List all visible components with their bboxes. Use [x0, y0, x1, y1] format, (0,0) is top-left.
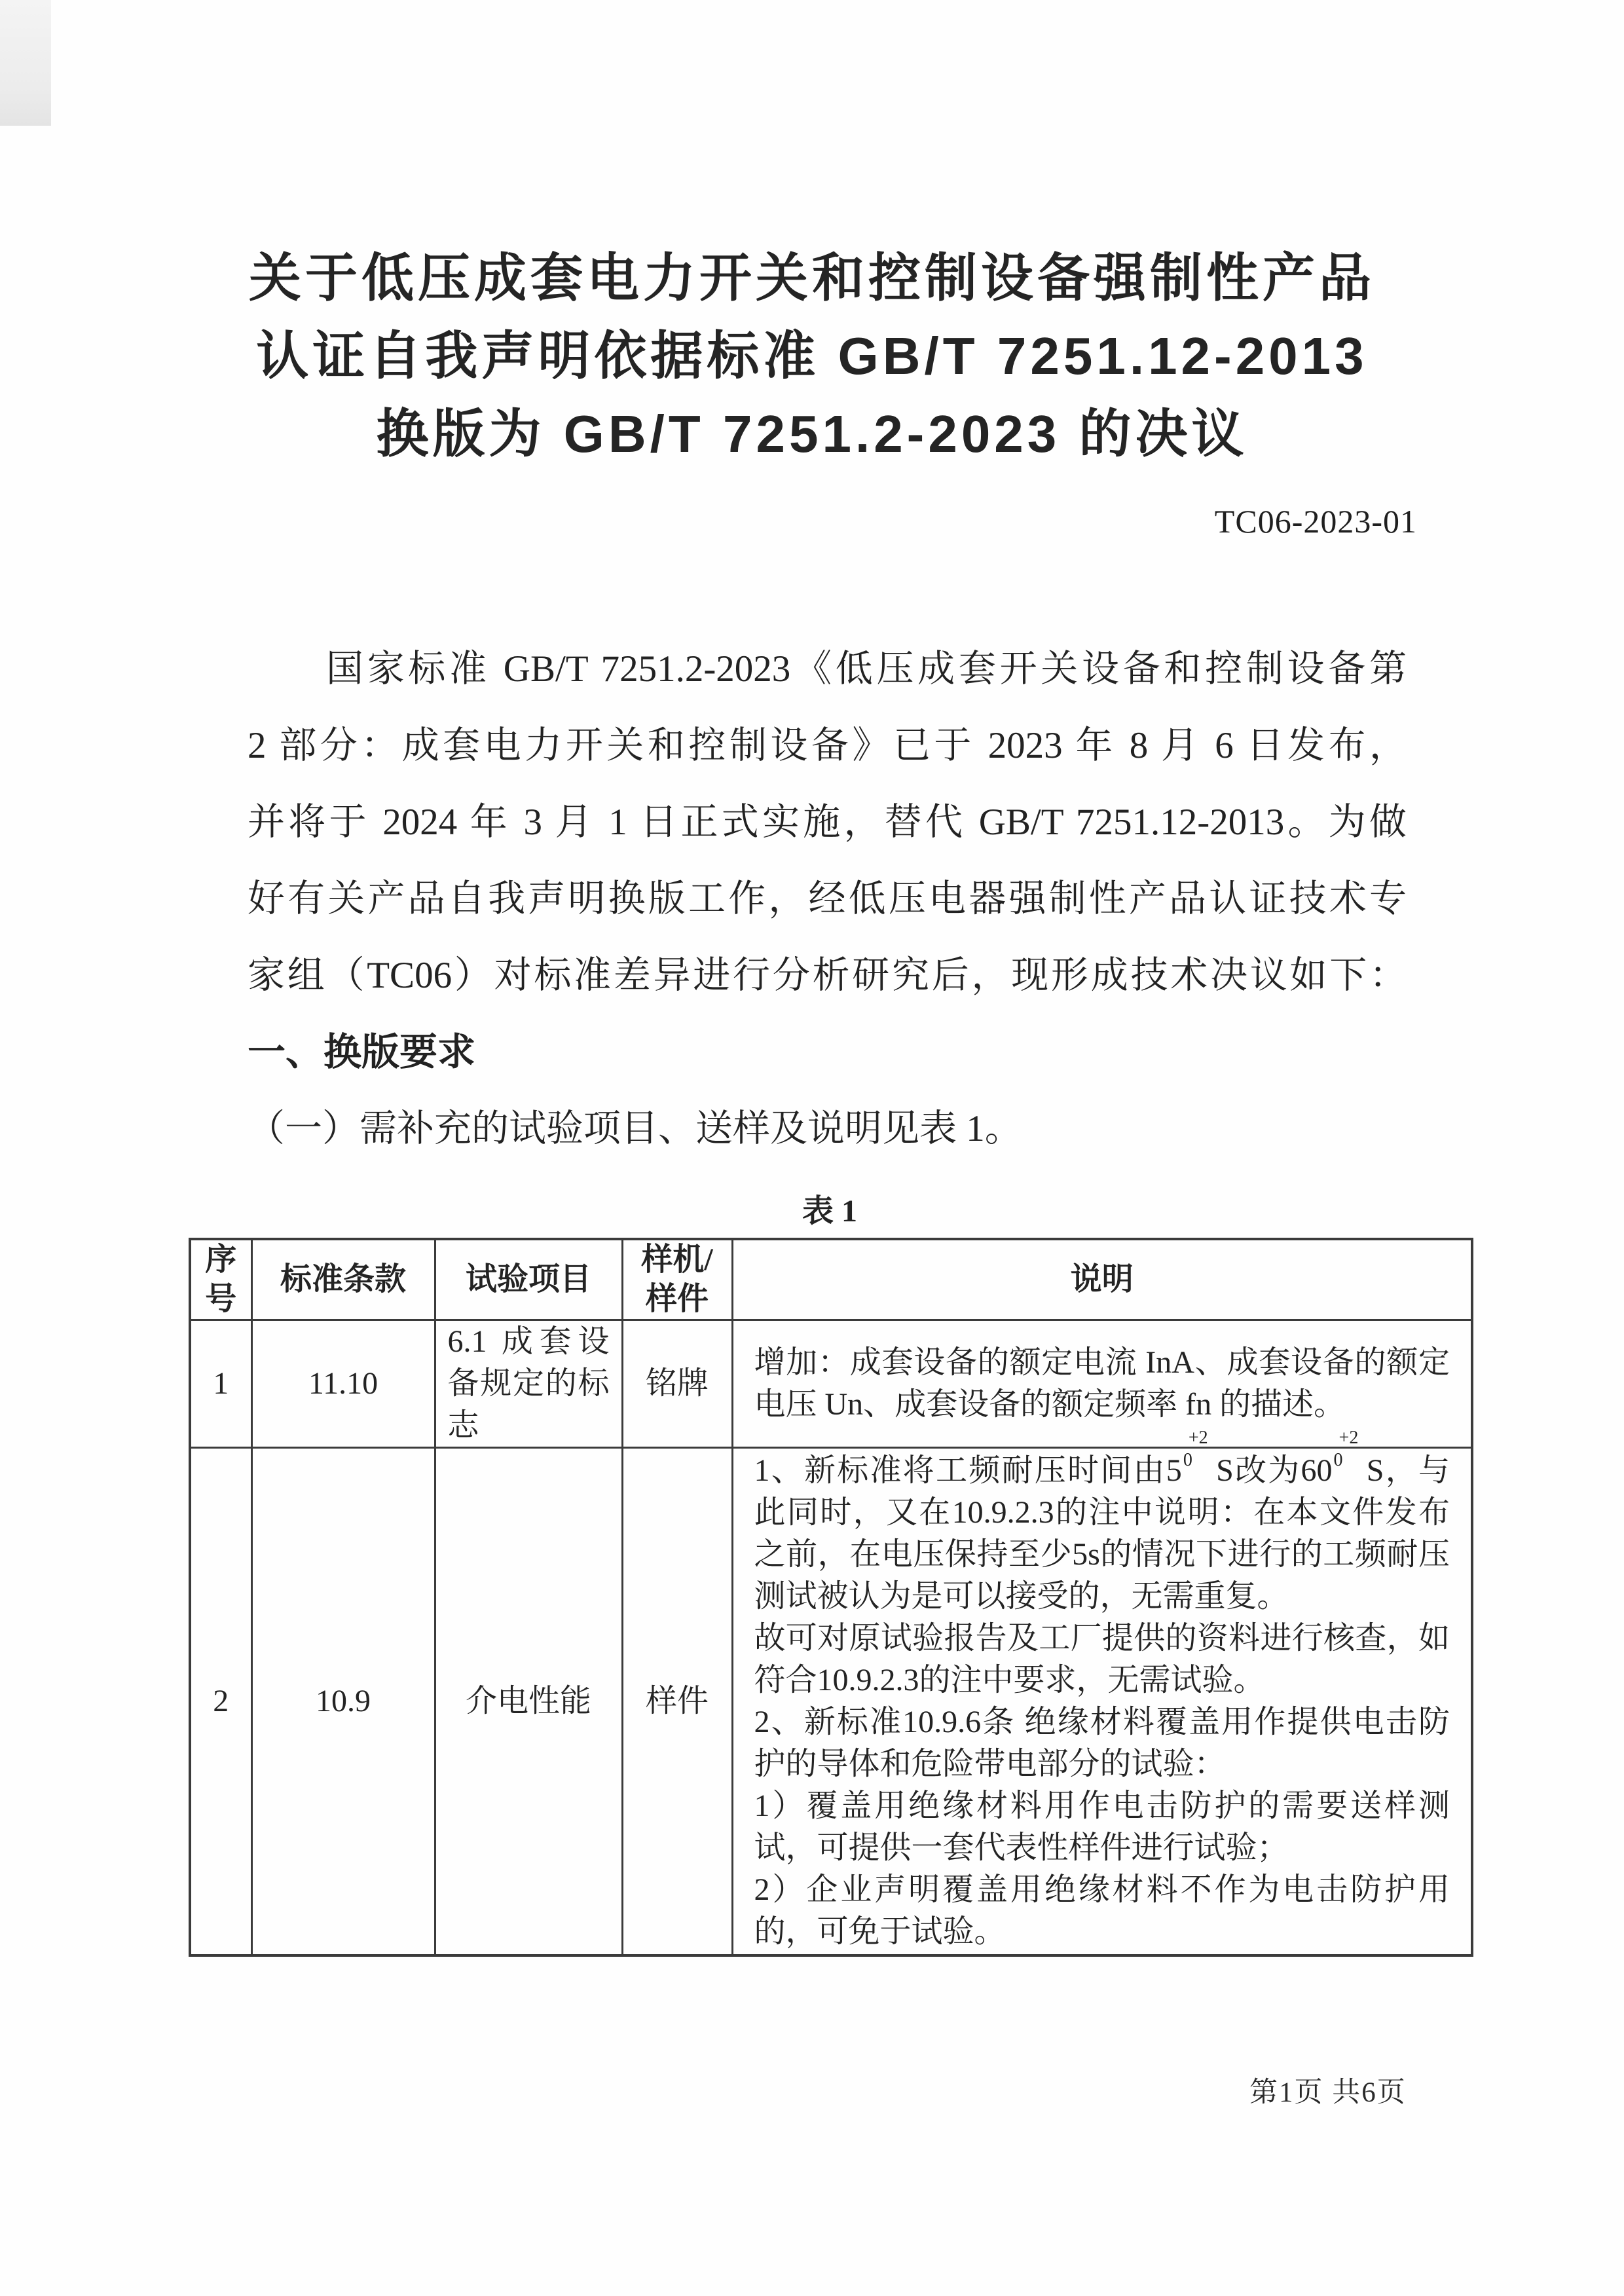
table-row [190, 1448, 1472, 1956]
cell-no: 1 [190, 1320, 251, 1448]
document-number: TC06-2023-01 [1214, 503, 1417, 540]
cell-item: 6.1 成套设备规定的标志 [435, 1320, 622, 1448]
desc-paragraph-5: 2）企业声明覆盖用绝缘材料不作为电击防护用的，可免于试验。 [754, 1872, 1450, 1949]
desc-text: S，与此同时，又在10.9.2.3的注中说明：在本文件发布之前，在电压保持至少5s的情况下进行的工频耐压测试被认为是可以接受的，无需重复。 [754, 1453, 1450, 1614]
tolerance-lower: 0 [1333, 1450, 1343, 1470]
title-line-1: 关于低压成套电力开关和控制设备强制性产品 [249, 249, 1375, 307]
col-header-sample: 样机/样件 [622, 1239, 732, 1320]
cell-desc: 增加：成套设备的额定电流 InA、成套设备的额定电压 Un、成套设备的额定频率 fn 的描述。 [732, 1320, 1472, 1448]
desc-paragraph-2: 故可对原试验报告及工厂提供的资料进行核查，如符合10.9.2.3的注中要求，无需试验。 [754, 1621, 1450, 1697]
page-footer: 第1页 共6页 [1249, 2077, 1407, 2108]
desc-paragraph-4: 1）覆盖用绝缘材料用作电击防护的需要送样测试，可提供一套代表性样件进行试验； [754, 1788, 1450, 1865]
col-header-desc: 说明 [732, 1239, 1472, 1320]
table-row [190, 1320, 1472, 1448]
paragraph-line: 并将于 2024 年 3 月 1 日正式实施，替代 GB/T 7251.12-2013。为做 [248, 802, 1407, 843]
col-header-no: 序号 [190, 1239, 251, 1320]
tolerance-mark [1182, 1428, 1208, 1481]
scan-artifact [0, 0, 51, 126]
cell-item: 介电性能 [435, 1448, 622, 1956]
desc-paragraph-1 [754, 1428, 1450, 1618]
document-title [79, 239, 1545, 473]
cell-no: 2 [190, 1448, 251, 1956]
title-line-2: 认证自我声明依据标准 GB/T 7251.12-2013 [256, 327, 1368, 385]
section-intro: （一）需补充的试验项目、送样及说明见表 1。 [248, 1108, 1022, 1149]
cell-desc [732, 1428, 1472, 1956]
paragraph-line: 家组（TC06）对标准差异进行分析研究后，现形成技术决议如下： [248, 955, 1407, 996]
cell-sample: 样件 [622, 1448, 732, 1956]
body-text [248, 631, 1407, 1167]
tolerance-upper: +2 [1338, 1428, 1359, 1448]
desc-text: S改为60 [1206, 1453, 1333, 1488]
requirements-table [189, 1238, 1473, 1957]
desc-paragraph-3: 2、新标准10.9.6条 绝缘材料覆盖用作提供电击防护的导体和危险带电部分的试验： [754, 1705, 1450, 1781]
paragraph-line: 2 部分：成套电力开关和控制设备》已于 2023 年 8 月 6 日发布， [248, 725, 1407, 766]
paragraph-line: 好有关产品自我声明换版工作，经低压电器强制性产品认证技术专 [248, 878, 1407, 919]
paragraph-line: 国家标准 GB/T 7251.2-2023《低压成套开关设备和控制设备第 [326, 648, 1407, 690]
cell-clause: 10.9 [251, 1448, 435, 1956]
table-header-row [190, 1239, 1472, 1320]
section-heading: 一、换版要求 [248, 1031, 476, 1073]
cell-clause: 11.10 [251, 1320, 435, 1448]
table-block [189, 1192, 1471, 1957]
table-caption: 表 1 [802, 1194, 857, 1229]
tolerance-upper: +2 [1188, 1428, 1208, 1448]
col-header-item: 试验项目 [435, 1239, 622, 1320]
tolerance-mark [1333, 1428, 1359, 1481]
title-line-3: 换版为 GB/T 7251.2-2023 的决议 [376, 405, 1248, 463]
cell-sample: 铭牌 [622, 1320, 732, 1448]
desc-text: 1、新标准将工频耐压时间由5 [754, 1453, 1182, 1488]
tolerance-lower: 0 [1183, 1450, 1192, 1470]
col-header-clause: 标准条款 [251, 1239, 435, 1320]
